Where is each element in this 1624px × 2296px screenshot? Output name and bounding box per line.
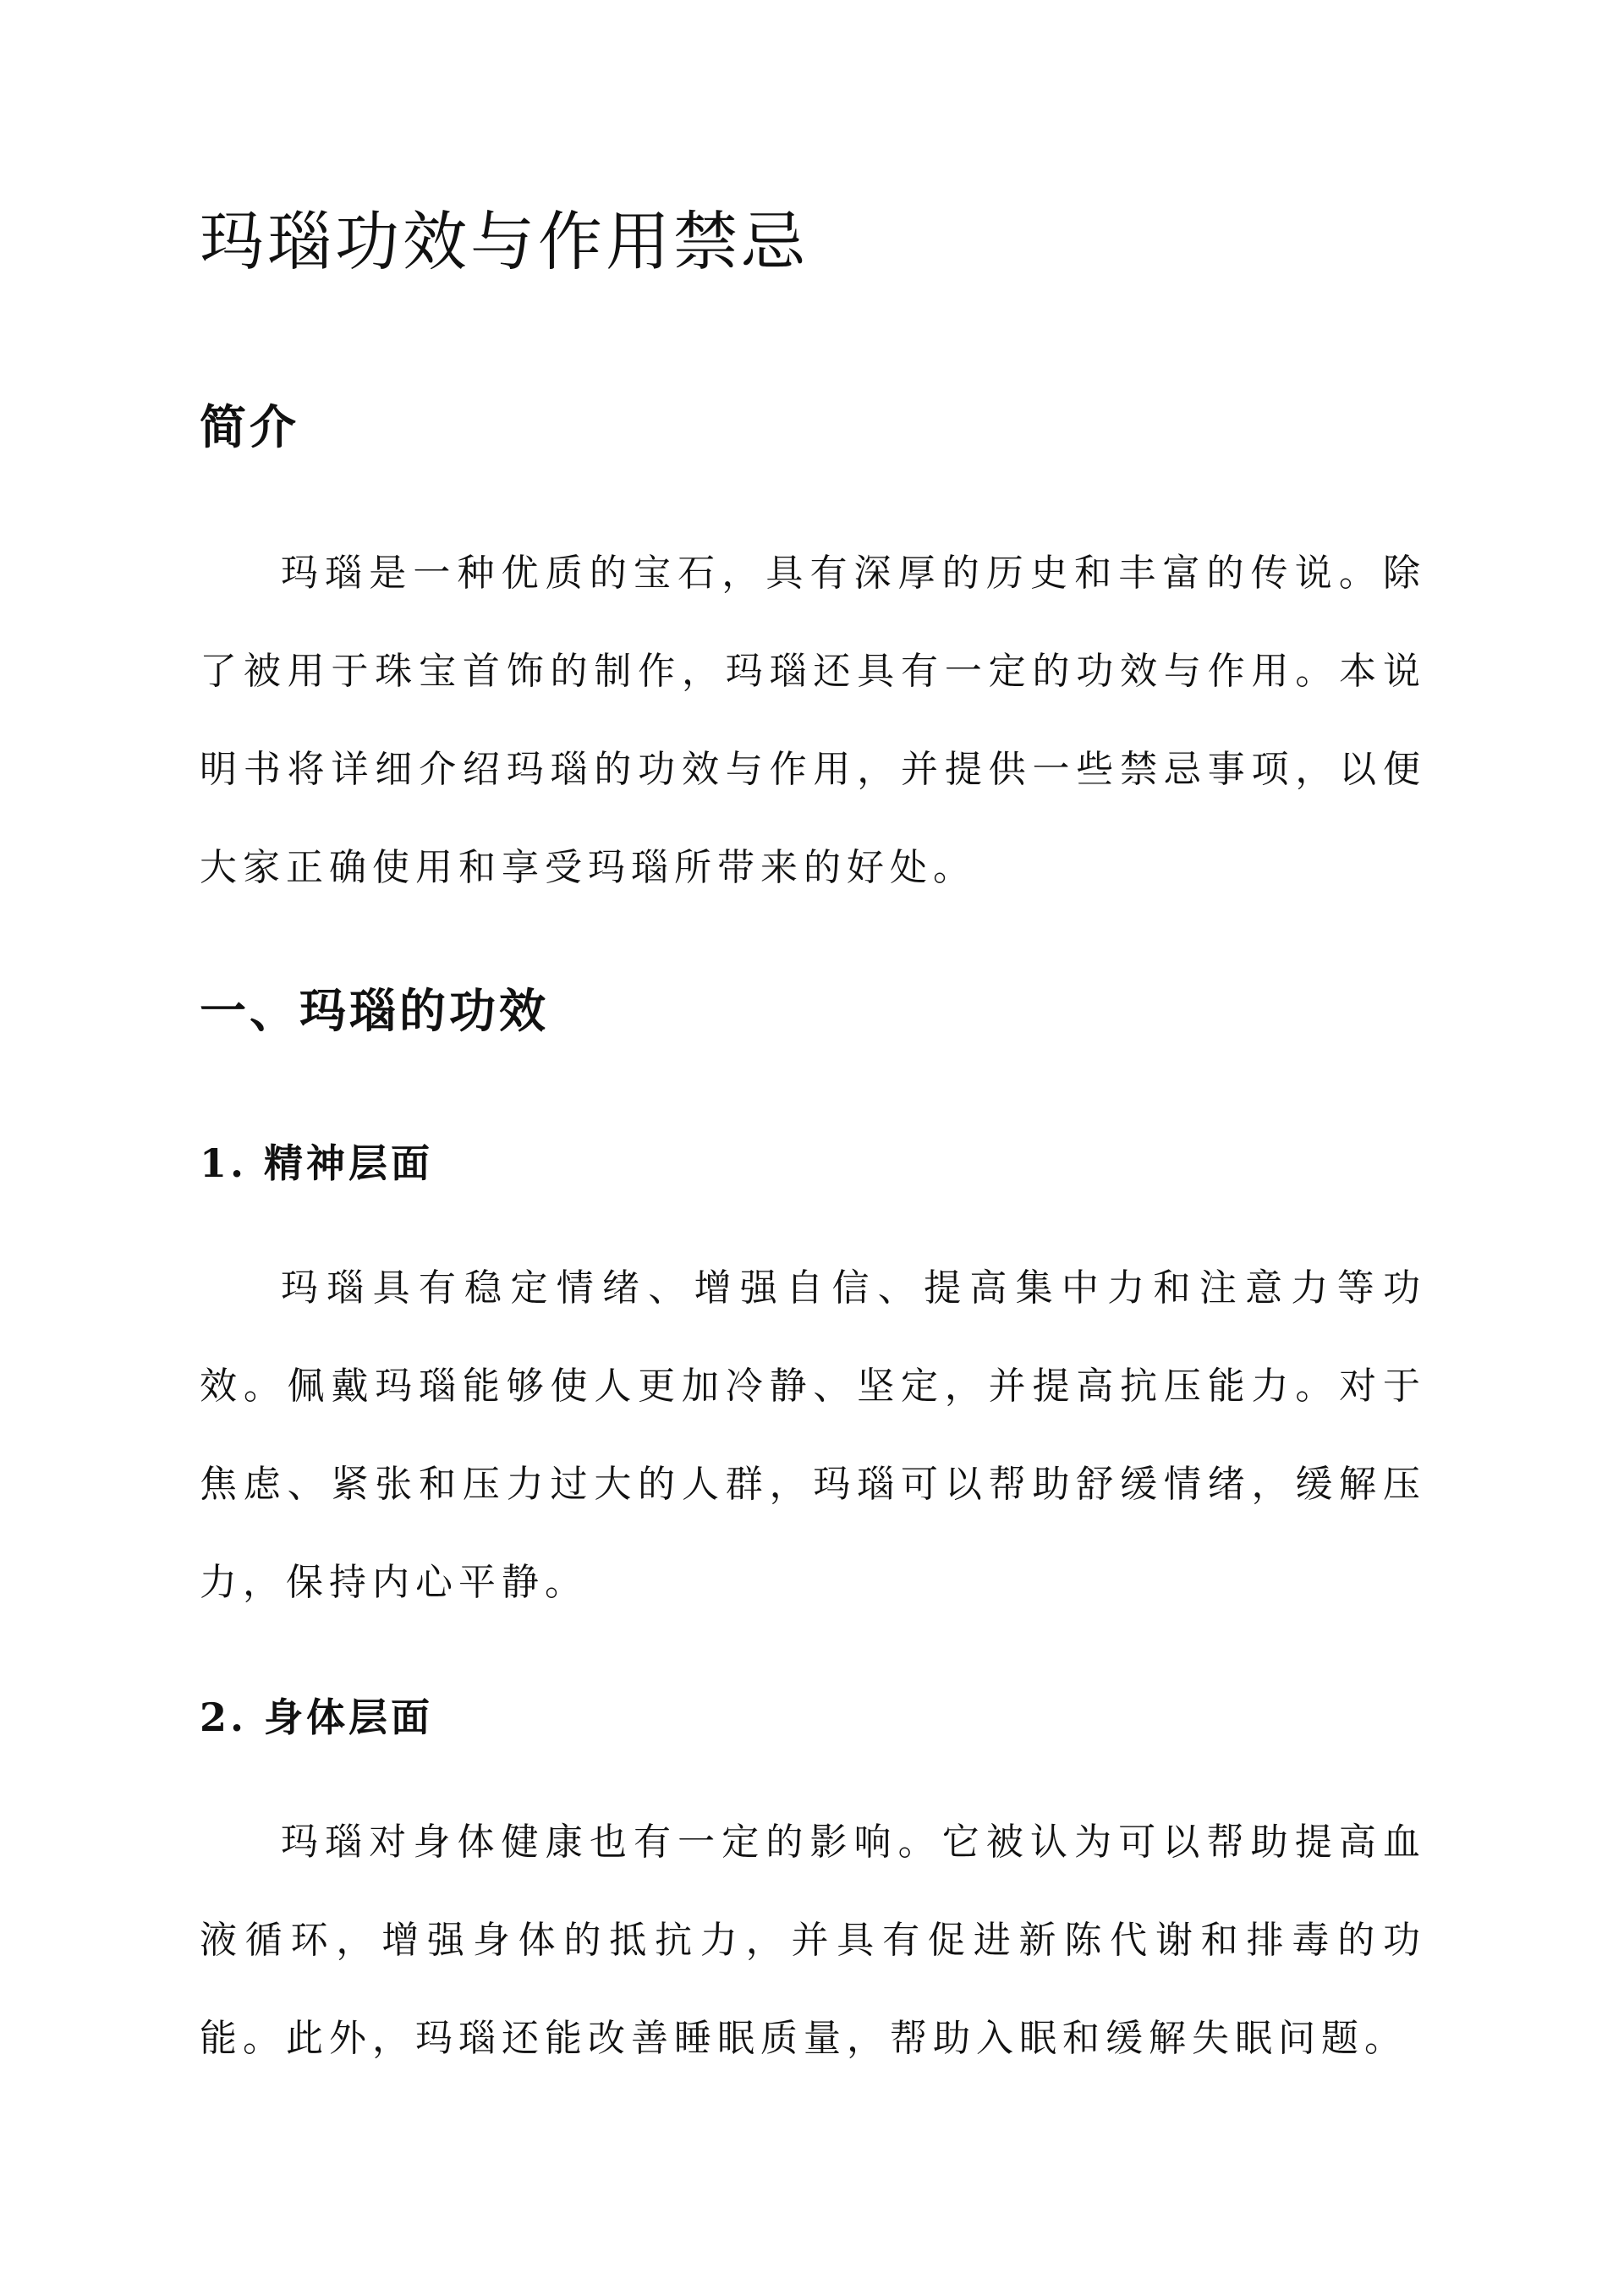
section-1-heading: 一、玛瑙的功效 (200, 983, 550, 1038)
intro-paragraph: 玛瑙是一种优质的宝石，具有深厚的历史和丰富的传说。除了被用于珠宝首饰的制作，玛瑙还具有一定的功效与作用。本说明书将详细介绍玛瑙的功效与作用，并提供一些禁忌事项，以便大家正确使用和享受玛瑙所带来的好处。 (200, 552, 1426, 889)
subsection-1-heading: 1. 精神层面 (200, 1140, 434, 1186)
subsection-1-paragraph: 玛瑙具有稳定情绪、增强自信、提高集中力和注意力等功效。佩戴玛瑙能够使人更加冷静、坚定，并提高抗压能力。对于焦虑、紧张和压力过大的人群，玛瑙可以帮助舒缓情绪，缓解压力，保持内心平静。 (200, 1266, 1426, 1604)
subsection-2-paragraph: 玛瑙对身体健康也有一定的影响。它被认为可以帮助提高血液循环，增强身体的抵抗力，并具有促进新陈代谢和排毒的功能。此外，玛瑙还能改善睡眠质量，帮助入眠和缓解失眠问题。 (200, 1821, 1426, 2060)
subsection-2-heading: 2. 身体层面 (200, 1695, 434, 1740)
document-title: 玛瑙功效与作用禁忌 (200, 204, 809, 279)
intro-heading: 简介 (200, 399, 300, 454)
